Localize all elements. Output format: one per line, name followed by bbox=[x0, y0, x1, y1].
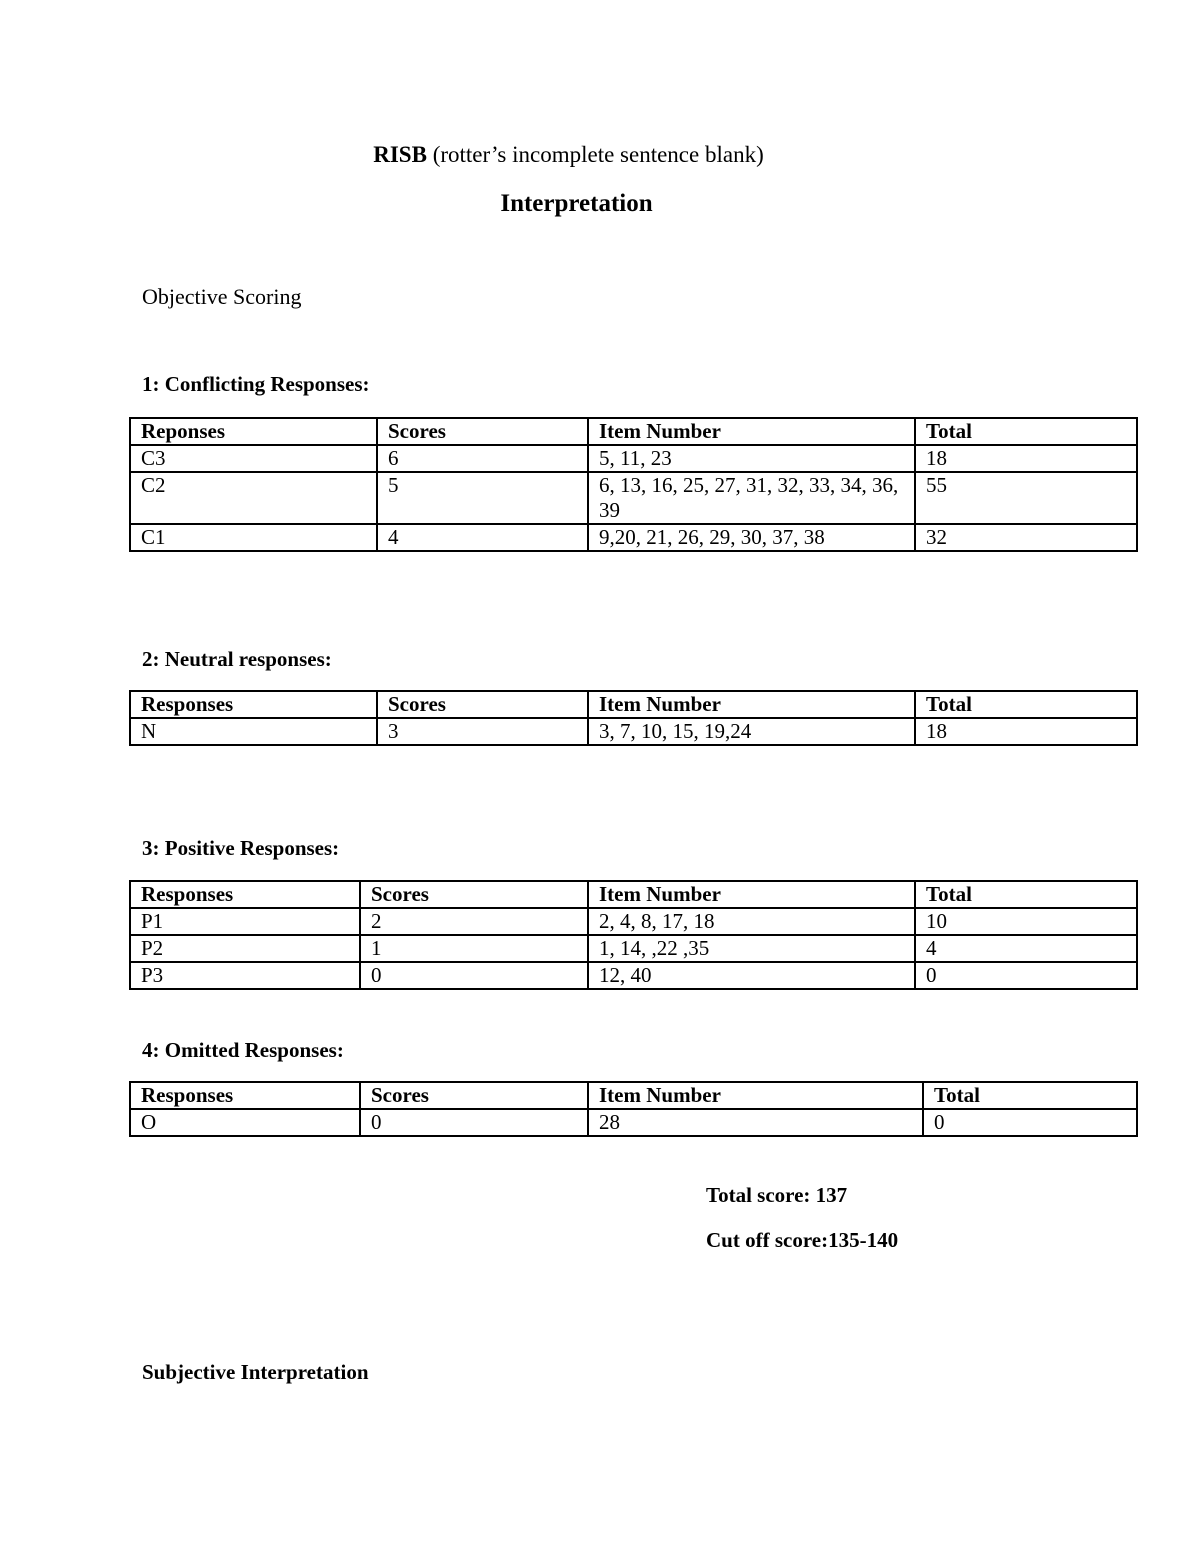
table-cell: 6 bbox=[377, 445, 588, 472]
table-row bbox=[130, 962, 1137, 989]
column-header: Item Number bbox=[588, 418, 915, 445]
table-header-row bbox=[130, 881, 1137, 908]
column-header: Scores bbox=[377, 691, 588, 718]
neutral-responses-table bbox=[129, 690, 1138, 746]
conflicting-responses-table bbox=[129, 417, 1138, 552]
table-cell: 6, 13, 16, 25, 27, 31, 32, 33, 34, 36, 39 bbox=[588, 472, 915, 524]
column-header: Total bbox=[915, 881, 1137, 908]
column-header: Total bbox=[915, 418, 1137, 445]
column-header: Scores bbox=[360, 1082, 588, 1109]
omitted-responses-heading: 4: Omitted Responses: bbox=[142, 1038, 344, 1062]
column-header: Total bbox=[915, 691, 1137, 718]
table-row bbox=[130, 445, 1137, 472]
page-title: Interpretation bbox=[500, 190, 653, 217]
column-header: Responses bbox=[130, 1082, 360, 1109]
conflicting-responses-heading: 1: Conflicting Responses: bbox=[142, 372, 370, 396]
column-header: Item Number bbox=[588, 691, 915, 718]
total-score bbox=[706, 1183, 847, 1208]
table-cell: 10 bbox=[915, 908, 1137, 935]
objective-scoring-heading: Objective Scoring bbox=[142, 284, 302, 309]
table-cell: 2, 4, 8, 17, 18 bbox=[588, 908, 915, 935]
table-row bbox=[130, 935, 1137, 962]
document-title bbox=[0, 142, 1137, 168]
table-cell: 2 bbox=[360, 908, 588, 935]
column-header: Scores bbox=[377, 418, 588, 445]
column-header: Responses bbox=[130, 691, 377, 718]
table-cell: 1, 14, ,22 ,35 bbox=[588, 935, 915, 962]
table-cell: 18 bbox=[915, 445, 1137, 472]
table-cell: 9,20, 21, 26, 29, 30, 37, 38 bbox=[588, 524, 915, 551]
neutral-responses-heading: 2: Neutral responses: bbox=[142, 647, 332, 671]
table-cell: 18 bbox=[915, 718, 1137, 745]
table-cell: P3 bbox=[130, 962, 360, 989]
table-cell: 4 bbox=[377, 524, 588, 551]
table-cell: 0 bbox=[923, 1109, 1137, 1136]
table-cell: 12, 40 bbox=[588, 962, 915, 989]
title-abbrev: RISB bbox=[373, 142, 427, 167]
table-cell: 3 bbox=[377, 718, 588, 745]
omitted-responses-table bbox=[129, 1081, 1138, 1137]
cutoff-score-value: 135-140 bbox=[828, 1228, 899, 1252]
table-cell: 32 bbox=[915, 524, 1137, 551]
table-cell: 1 bbox=[360, 935, 588, 962]
table-header-row bbox=[130, 1082, 1137, 1109]
table-cell: 4 bbox=[915, 935, 1137, 962]
table-cell: 28 bbox=[588, 1109, 923, 1136]
table-cell: P1 bbox=[130, 908, 360, 935]
table-cell: 5, 11, 23 bbox=[588, 445, 915, 472]
title-expansion: (rotter’s incomplete sentence blank) bbox=[426, 142, 764, 167]
subjective-interpretation-heading: Subjective Interpretation bbox=[142, 1360, 369, 1384]
table-cell: 0 bbox=[915, 962, 1137, 989]
column-header: Reponses bbox=[130, 418, 377, 445]
positive-responses-heading: 3: Positive Responses: bbox=[142, 836, 340, 860]
table-row bbox=[130, 718, 1137, 745]
table-cell: 0 bbox=[360, 962, 588, 989]
total-score-value: 137 bbox=[815, 1183, 848, 1207]
positive-responses-table bbox=[129, 880, 1138, 990]
table-cell: 5 bbox=[377, 472, 588, 524]
cutoff-score-label: Cut off score: bbox=[706, 1228, 829, 1252]
table-row bbox=[130, 1109, 1137, 1136]
table-cell: C1 bbox=[130, 524, 377, 551]
table-row bbox=[130, 472, 1137, 524]
table-cell: C2 bbox=[130, 472, 377, 524]
table-header-row bbox=[130, 691, 1137, 718]
table-header-row bbox=[130, 418, 1137, 445]
table-cell: 0 bbox=[360, 1109, 588, 1136]
column-header: Responses bbox=[130, 881, 360, 908]
cutoff-score bbox=[706, 1228, 898, 1253]
column-header: Scores bbox=[360, 881, 588, 908]
table-row bbox=[130, 908, 1137, 935]
table-cell: N bbox=[130, 718, 377, 745]
table-cell: O bbox=[130, 1109, 360, 1136]
column-header: Item Number bbox=[588, 1082, 923, 1109]
total-score-label: Total score: bbox=[706, 1183, 811, 1207]
table-cell: 3, 7, 10, 15, 19,24 bbox=[588, 718, 915, 745]
table-cell: C3 bbox=[130, 445, 377, 472]
column-header: Total bbox=[923, 1082, 1137, 1109]
table-cell: 55 bbox=[915, 472, 1137, 524]
table-cell: P2 bbox=[130, 935, 360, 962]
table-row bbox=[130, 524, 1137, 551]
column-header: Item Number bbox=[588, 881, 915, 908]
